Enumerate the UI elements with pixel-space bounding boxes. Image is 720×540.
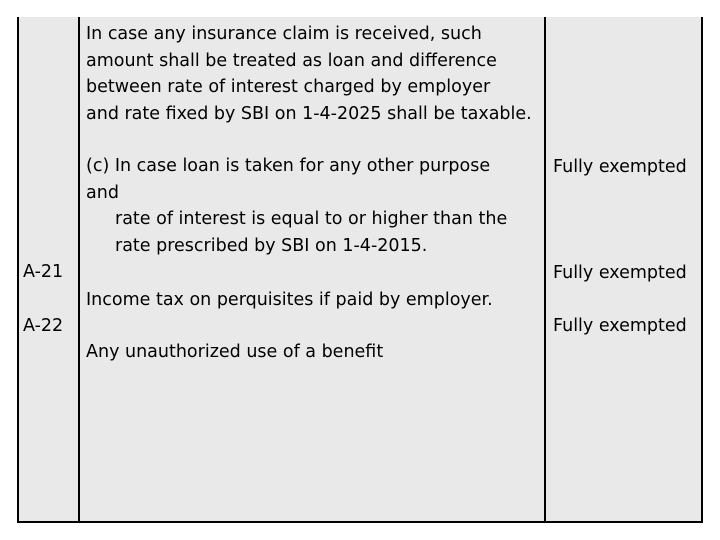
table-border-left [17, 17, 19, 523]
code-a22: A-22 [23, 316, 64, 336]
column-divider-2 [544, 17, 546, 523]
income-tax-item: Income tax on perquisites if paid by employer. [86, 290, 493, 310]
table-border-bottom [17, 521, 703, 523]
exemption-value: Fully exempted [553, 157, 687, 177]
text-line: rate of interest is equal to or higher than the [115, 209, 508, 229]
perquisite-table [17, 17, 703, 523]
text-line: (c) In case loan is taken for any other purpose [86, 156, 491, 176]
text-line: and [86, 183, 119, 203]
table-border-right [701, 17, 703, 523]
column-divider-1 [78, 17, 80, 523]
text-line: amount shall be treated as loan and difference [86, 51, 497, 71]
exemption-value: Fully exempted [553, 263, 687, 283]
unauthorized-use-item: Any unauthorized use of a benefit [86, 342, 384, 362]
text-line: In case any insurance claim is received, such [86, 24, 482, 44]
exemption-value: Fully exempted [553, 316, 687, 336]
text-line: and rate fixed by SBI on 1-4-2025 shall be taxable. [86, 104, 532, 124]
text-line: between rate of interest charged by employer [86, 77, 491, 97]
text-line: rate prescribed by SBI on 1-4-2015. [115, 236, 428, 256]
code-a21: A-21 [23, 262, 64, 282]
